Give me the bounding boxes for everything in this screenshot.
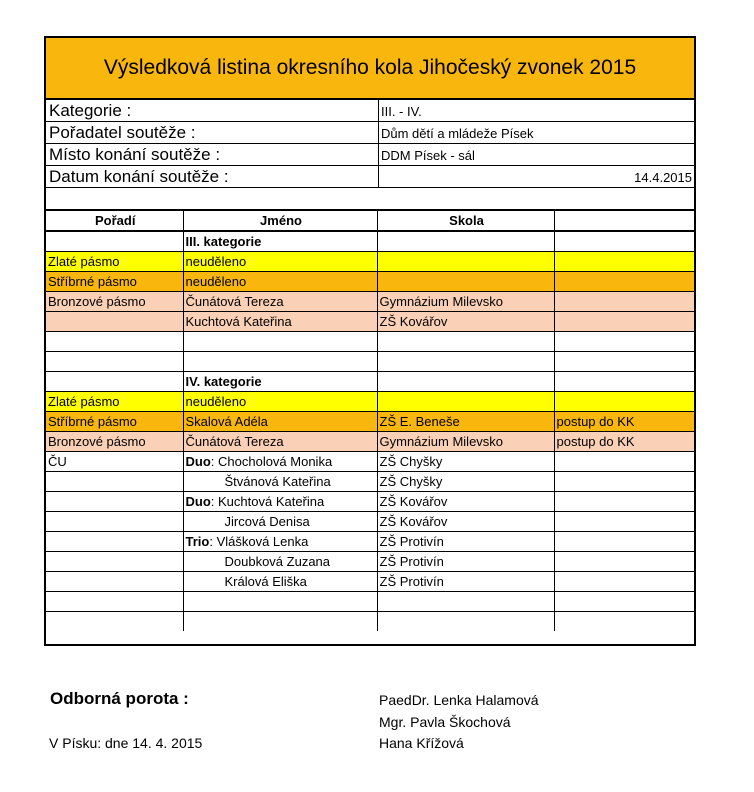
jury-member: Mgr. Pavla Škochová	[379, 714, 511, 730]
performer-name: Skalová Adéla	[185, 413, 268, 429]
performer-name: : Chocholová Monika	[210, 453, 333, 469]
note-cell: postup do KK	[554, 411, 694, 431]
school-cell: ZŠ Protivín	[377, 571, 554, 591]
school-cell: Gymnázium Milevsko	[377, 291, 554, 311]
school-cell: ZŠ Chyšky	[377, 451, 554, 471]
school-cell: Gymnázium Milevsko	[377, 431, 554, 451]
header-school: Skola	[377, 211, 554, 231]
venue-label: Místo konání soutěže :	[49, 145, 221, 164]
performer-name: Jircová Denisa	[224, 513, 310, 529]
performer-name: : Vlášková Lenka	[209, 533, 309, 549]
jury-label: Odborná porota :	[50, 689, 189, 708]
performer-name: neuděleno	[185, 253, 247, 269]
performer-name: Čunátová Tereza	[185, 433, 284, 449]
performer-name: Doubková Zuzana	[224, 553, 331, 569]
place-cell: Bronzové pásmo	[46, 431, 183, 451]
place-cell: Zlaté pásmo	[46, 391, 183, 411]
school-cell: ZŠ Protivín	[377, 531, 554, 551]
date-label: Datum konání soutěže :	[49, 167, 229, 186]
performer-name: Kuchtová Kateřina	[185, 313, 292, 329]
organizer-label: Pořadatel soutěže :	[49, 123, 196, 142]
place-cell: Zlaté pásmo	[46, 251, 183, 271]
category-label: Kategorie :	[49, 101, 132, 120]
school-cell: ZŠ Chyšky	[377, 471, 554, 491]
category-heading: IV. kategorie	[185, 373, 262, 389]
document-title: Výsledková listina okresního kola Jihočeský zvonek 2015	[46, 38, 694, 100]
venue-value: DDM Písek - sál	[378, 144, 694, 165]
place-cell: Stříbrné pásmo	[46, 411, 183, 431]
header-name: Jméno	[183, 211, 377, 231]
organizer-value: Dům dětí a mládeže Písek	[378, 122, 694, 143]
performer-name: neuděleno	[185, 393, 247, 409]
category-heading: III. kategorie	[185, 233, 262, 249]
place-cell: Stříbrné pásmo	[46, 271, 183, 291]
performer-name: Králová Eliška	[224, 573, 307, 589]
school-cell: ZŠ Kovářov	[377, 311, 554, 331]
performer-name: neuděleno	[185, 273, 247, 289]
performer-name: : Kuchtová Kateřina	[210, 493, 325, 509]
ensemble-type: Duo	[185, 453, 211, 469]
category-value: III. - IV.	[378, 100, 694, 121]
jury-member: Hana Křížová	[379, 735, 464, 751]
school-cell: ZŠ E. Beneše	[377, 411, 554, 431]
school-cell: ZŠ Kovářov	[377, 491, 554, 511]
school-cell: ZŠ Protivín	[377, 551, 554, 571]
place-date: V Písku: dne 14. 4. 2015	[49, 735, 203, 751]
date-value: 14.4.2015	[378, 166, 694, 187]
note-cell: postup do KK	[554, 431, 694, 451]
ensemble-type: Duo	[185, 493, 211, 509]
jury-member: PaedDr. Lenka Halamová	[379, 692, 539, 708]
header-place: Pořadí	[46, 211, 183, 231]
performer-name: Štvánová Kateřina	[224, 473, 331, 489]
ensemble-type: Trio	[185, 533, 210, 549]
school-cell: ZŠ Kovářov	[377, 511, 554, 531]
place-cell: ČU	[46, 451, 183, 471]
performer-name: Čunátová Tereza	[185, 293, 284, 309]
place-cell: Bronzové pásmo	[46, 291, 183, 311]
